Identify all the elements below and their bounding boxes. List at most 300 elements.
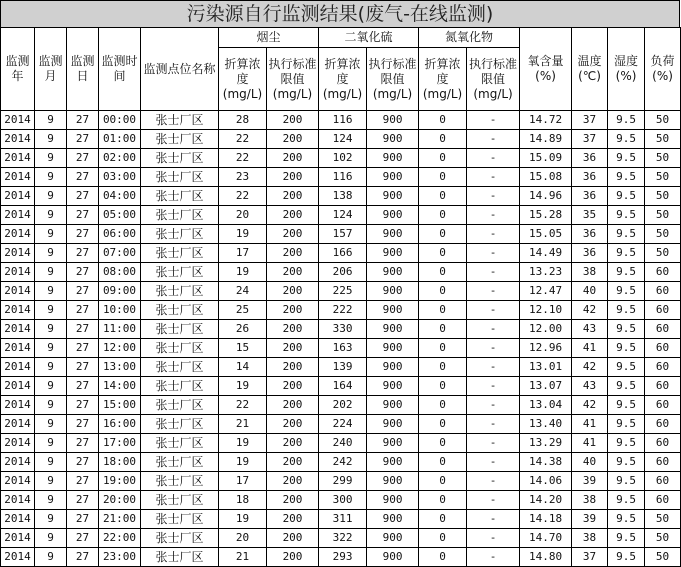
cell-temp[interactable]: 36: [572, 149, 608, 168]
cell-humidity[interactable]: 9.5: [608, 396, 645, 415]
cell-nox-limit[interactable]: -: [467, 529, 520, 548]
cell-year[interactable]: 2014: [1, 510, 35, 529]
cell-load[interactable]: 50: [645, 111, 681, 130]
cell-time[interactable]: 07:00: [99, 244, 141, 263]
header-oxygen[interactable]: 氧含量(%): [520, 28, 572, 111]
header-year[interactable]: 监测年: [1, 28, 35, 111]
cell-smoke-limit[interactable]: 200: [267, 187, 319, 206]
header-so2-conc[interactable]: 折算浓度(mg/L): [319, 48, 367, 111]
cell-nox-limit[interactable]: -: [467, 206, 520, 225]
cell-oxygen[interactable]: 12.10: [520, 301, 572, 320]
header-nox-conc[interactable]: 折算浓度(mg/L): [419, 48, 467, 111]
cell-year[interactable]: 2014: [1, 529, 35, 548]
header-month[interactable]: 监测月: [35, 28, 67, 111]
header-so2[interactable]: 二氧化硫: [319, 28, 419, 48]
cell-so2-limit[interactable]: 900: [367, 529, 419, 548]
cell-smoke-limit[interactable]: 200: [267, 263, 319, 282]
cell-time[interactable]: 08:00: [99, 263, 141, 282]
cell-temp[interactable]: 36: [572, 187, 608, 206]
cell-nox-conc[interactable]: 0: [419, 434, 467, 453]
cell-year[interactable]: 2014: [1, 130, 35, 149]
cell-smoke-conc[interactable]: 15: [219, 339, 267, 358]
cell-year[interactable]: 2014: [1, 149, 35, 168]
cell-month[interactable]: 9: [35, 130, 67, 149]
cell-point[interactable]: 张士厂区: [141, 377, 219, 396]
cell-year[interactable]: 2014: [1, 472, 35, 491]
cell-load[interactable]: 50: [645, 187, 681, 206]
cell-smoke-conc[interactable]: 28: [219, 111, 267, 130]
cell-time[interactable]: 21:00: [99, 510, 141, 529]
cell-nox-limit[interactable]: -: [467, 358, 520, 377]
cell-temp[interactable]: 43: [572, 320, 608, 339]
cell-so2-limit[interactable]: 900: [367, 453, 419, 472]
cell-nox-conc[interactable]: 0: [419, 225, 467, 244]
cell-load[interactable]: 60: [645, 358, 681, 377]
cell-load[interactable]: 60: [645, 491, 681, 510]
cell-nox-conc[interactable]: 0: [419, 149, 467, 168]
cell-nox-conc[interactable]: 0: [419, 358, 467, 377]
cell-month[interactable]: 9: [35, 263, 67, 282]
cell-temp[interactable]: 43: [572, 377, 608, 396]
cell-oxygen[interactable]: 14.20: [520, 491, 572, 510]
cell-month[interactable]: 9: [35, 434, 67, 453]
cell-oxygen[interactable]: 13.07: [520, 377, 572, 396]
cell-nox-limit[interactable]: -: [467, 434, 520, 453]
cell-month[interactable]: 9: [35, 225, 67, 244]
cell-smoke-conc[interactable]: 14: [219, 358, 267, 377]
cell-month[interactable]: 9: [35, 168, 67, 187]
cell-so2-conc[interactable]: 224: [319, 415, 367, 434]
cell-point[interactable]: 张士厂区: [141, 320, 219, 339]
cell-smoke-limit[interactable]: 200: [267, 244, 319, 263]
cell-time[interactable]: 09:00: [99, 282, 141, 301]
cell-day[interactable]: 27: [67, 339, 99, 358]
cell-smoke-limit[interactable]: 200: [267, 168, 319, 187]
cell-time[interactable]: 13:00: [99, 358, 141, 377]
cell-smoke-limit[interactable]: 200: [267, 206, 319, 225]
cell-year[interactable]: 2014: [1, 263, 35, 282]
cell-month[interactable]: 9: [35, 206, 67, 225]
cell-time[interactable]: 12:00: [99, 339, 141, 358]
cell-day[interactable]: 27: [67, 320, 99, 339]
cell-nox-conc[interactable]: 0: [419, 130, 467, 149]
cell-nox-conc[interactable]: 0: [419, 339, 467, 358]
cell-point[interactable]: 张士厂区: [141, 282, 219, 301]
cell-smoke-conc[interactable]: 18: [219, 491, 267, 510]
cell-day[interactable]: 27: [67, 453, 99, 472]
cell-temp[interactable]: 39: [572, 510, 608, 529]
cell-humidity[interactable]: 9.5: [608, 491, 645, 510]
cell-so2-conc[interactable]: 242: [319, 453, 367, 472]
cell-so2-limit[interactable]: 900: [367, 130, 419, 149]
cell-time[interactable]: 15:00: [99, 396, 141, 415]
cell-year[interactable]: 2014: [1, 282, 35, 301]
cell-humidity[interactable]: 9.5: [608, 453, 645, 472]
cell-month[interactable]: 9: [35, 453, 67, 472]
cell-load[interactable]: 60: [645, 377, 681, 396]
cell-nox-conc[interactable]: 0: [419, 187, 467, 206]
cell-load[interactable]: 50: [645, 130, 681, 149]
cell-point[interactable]: 张士厂区: [141, 244, 219, 263]
cell-smoke-limit[interactable]: 200: [267, 130, 319, 149]
cell-month[interactable]: 9: [35, 149, 67, 168]
cell-temp[interactable]: 36: [572, 225, 608, 244]
cell-nox-limit[interactable]: -: [467, 168, 520, 187]
cell-nox-limit[interactable]: -: [467, 510, 520, 529]
cell-month[interactable]: 9: [35, 187, 67, 206]
cell-load[interactable]: 60: [645, 282, 681, 301]
cell-humidity[interactable]: 9.5: [608, 415, 645, 434]
cell-month[interactable]: 9: [35, 244, 67, 263]
cell-point[interactable]: 张士厂区: [141, 510, 219, 529]
cell-nox-limit[interactable]: -: [467, 320, 520, 339]
cell-humidity[interactable]: 9.5: [608, 548, 645, 567]
cell-so2-limit[interactable]: 900: [367, 510, 419, 529]
cell-year[interactable]: 2014: [1, 453, 35, 472]
cell-so2-limit[interactable]: 900: [367, 396, 419, 415]
cell-year[interactable]: 2014: [1, 358, 35, 377]
cell-time[interactable]: 10:00: [99, 301, 141, 320]
cell-nox-limit[interactable]: -: [467, 225, 520, 244]
cell-time[interactable]: 14:00: [99, 377, 141, 396]
cell-day[interactable]: 27: [67, 301, 99, 320]
cell-oxygen[interactable]: 15.08: [520, 168, 572, 187]
cell-load[interactable]: 60: [645, 472, 681, 491]
cell-humidity[interactable]: 9.5: [608, 263, 645, 282]
cell-day[interactable]: 27: [67, 111, 99, 130]
cell-oxygen[interactable]: 14.89: [520, 130, 572, 149]
cell-time[interactable]: 22:00: [99, 529, 141, 548]
cell-smoke-conc[interactable]: 22: [219, 396, 267, 415]
cell-nox-conc[interactable]: 0: [419, 111, 467, 130]
cell-so2-limit[interactable]: 900: [367, 491, 419, 510]
cell-month[interactable]: 9: [35, 548, 67, 567]
cell-year[interactable]: 2014: [1, 548, 35, 567]
cell-nox-conc[interactable]: 0: [419, 396, 467, 415]
cell-temp[interactable]: 41: [572, 434, 608, 453]
cell-nox-conc[interactable]: 0: [419, 415, 467, 434]
cell-so2-limit[interactable]: 900: [367, 282, 419, 301]
cell-so2-limit[interactable]: 900: [367, 358, 419, 377]
header-point[interactable]: 监测点位名称: [141, 28, 219, 111]
cell-month[interactable]: 9: [35, 472, 67, 491]
cell-so2-conc[interactable]: 299: [319, 472, 367, 491]
cell-smoke-limit[interactable]: 200: [267, 225, 319, 244]
cell-nox-limit[interactable]: -: [467, 339, 520, 358]
cell-humidity[interactable]: 9.5: [608, 149, 645, 168]
cell-smoke-limit[interactable]: 200: [267, 377, 319, 396]
cell-nox-limit[interactable]: -: [467, 301, 520, 320]
cell-so2-limit[interactable]: 900: [367, 263, 419, 282]
cell-so2-limit[interactable]: 900: [367, 548, 419, 567]
header-smoke-limit[interactable]: 执行标准限值(mg/L): [267, 48, 319, 111]
cell-time[interactable]: 04:00: [99, 187, 141, 206]
cell-load[interactable]: 50: [645, 548, 681, 567]
cell-month[interactable]: 9: [35, 510, 67, 529]
cell-temp[interactable]: 39: [572, 472, 608, 491]
cell-nox-conc[interactable]: 0: [419, 510, 467, 529]
cell-day[interactable]: 27: [67, 510, 99, 529]
cell-humidity[interactable]: 9.5: [608, 130, 645, 149]
cell-humidity[interactable]: 9.5: [608, 339, 645, 358]
cell-month[interactable]: 9: [35, 301, 67, 320]
cell-smoke-conc[interactable]: 17: [219, 244, 267, 263]
cell-smoke-conc[interactable]: 19: [219, 377, 267, 396]
cell-load[interactable]: 50: [645, 244, 681, 263]
cell-smoke-limit[interactable]: 200: [267, 111, 319, 130]
cell-nox-limit[interactable]: -: [467, 415, 520, 434]
cell-year[interactable]: 2014: [1, 415, 35, 434]
cell-month[interactable]: 9: [35, 415, 67, 434]
cell-day[interactable]: 27: [67, 187, 99, 206]
cell-oxygen[interactable]: 15.09: [520, 149, 572, 168]
cell-nox-limit[interactable]: -: [467, 472, 520, 491]
cell-point[interactable]: 张士厂区: [141, 263, 219, 282]
cell-so2-conc[interactable]: 202: [319, 396, 367, 415]
cell-oxygen[interactable]: 13.01: [520, 358, 572, 377]
cell-oxygen[interactable]: 13.04: [520, 396, 572, 415]
cell-point[interactable]: 张士厂区: [141, 396, 219, 415]
cell-time[interactable]: 19:00: [99, 472, 141, 491]
cell-load[interactable]: 60: [645, 320, 681, 339]
header-smoke-conc[interactable]: 折算浓度(mg/L): [219, 48, 267, 111]
cell-nox-conc[interactable]: 0: [419, 168, 467, 187]
header-load[interactable]: 负荷(%): [645, 28, 681, 111]
cell-month[interactable]: 9: [35, 320, 67, 339]
cell-day[interactable]: 27: [67, 358, 99, 377]
cell-nox-limit[interactable]: -: [467, 548, 520, 567]
cell-load[interactable]: 60: [645, 263, 681, 282]
cell-point[interactable]: 张士厂区: [141, 472, 219, 491]
cell-oxygen[interactable]: 14.18: [520, 510, 572, 529]
cell-humidity[interactable]: 9.5: [608, 529, 645, 548]
cell-year[interactable]: 2014: [1, 244, 35, 263]
cell-smoke-limit[interactable]: 200: [267, 301, 319, 320]
cell-so2-conc[interactable]: 124: [319, 206, 367, 225]
cell-load[interactable]: 60: [645, 434, 681, 453]
cell-nox-conc[interactable]: 0: [419, 282, 467, 301]
cell-month[interactable]: 9: [35, 491, 67, 510]
cell-oxygen[interactable]: 14.38: [520, 453, 572, 472]
header-nox-limit[interactable]: 执行标准限值(mg/L): [467, 48, 520, 111]
cell-nox-limit[interactable]: -: [467, 149, 520, 168]
cell-so2-limit[interactable]: 900: [367, 339, 419, 358]
cell-day[interactable]: 27: [67, 491, 99, 510]
cell-point[interactable]: 张士厂区: [141, 187, 219, 206]
cell-nox-limit[interactable]: -: [467, 396, 520, 415]
cell-temp[interactable]: 37: [572, 111, 608, 130]
header-smoke[interactable]: 烟尘: [219, 28, 319, 48]
cell-nox-limit[interactable]: -: [467, 282, 520, 301]
cell-so2-conc[interactable]: 222: [319, 301, 367, 320]
cell-smoke-conc[interactable]: 19: [219, 434, 267, 453]
cell-smoke-conc[interactable]: 21: [219, 415, 267, 434]
cell-month[interactable]: 9: [35, 377, 67, 396]
cell-so2-limit[interactable]: 900: [367, 111, 419, 130]
cell-day[interactable]: 27: [67, 168, 99, 187]
cell-load[interactable]: 50: [645, 206, 681, 225]
cell-day[interactable]: 27: [67, 244, 99, 263]
cell-so2-limit[interactable]: 900: [367, 415, 419, 434]
cell-point[interactable]: 张士厂区: [141, 206, 219, 225]
cell-point[interactable]: 张士厂区: [141, 529, 219, 548]
cell-so2-limit[interactable]: 900: [367, 225, 419, 244]
cell-so2-conc[interactable]: 157: [319, 225, 367, 244]
cell-day[interactable]: 27: [67, 434, 99, 453]
cell-so2-conc[interactable]: 300: [319, 491, 367, 510]
cell-nox-limit[interactable]: -: [467, 244, 520, 263]
cell-day[interactable]: 27: [67, 415, 99, 434]
cell-point[interactable]: 张士厂区: [141, 415, 219, 434]
cell-time[interactable]: 03:00: [99, 168, 141, 187]
cell-temp[interactable]: 41: [572, 339, 608, 358]
cell-month[interactable]: 9: [35, 339, 67, 358]
cell-nox-limit[interactable]: -: [467, 263, 520, 282]
cell-temp[interactable]: 38: [572, 491, 608, 510]
cell-smoke-limit[interactable]: 200: [267, 396, 319, 415]
cell-time[interactable]: 02:00: [99, 149, 141, 168]
cell-time[interactable]: 16:00: [99, 415, 141, 434]
cell-so2-limit[interactable]: 900: [367, 301, 419, 320]
cell-so2-conc[interactable]: 116: [319, 111, 367, 130]
cell-smoke-conc[interactable]: 22: [219, 130, 267, 149]
cell-oxygen[interactable]: 14.80: [520, 548, 572, 567]
cell-smoke-conc[interactable]: 24: [219, 282, 267, 301]
cell-smoke-limit[interactable]: 200: [267, 282, 319, 301]
cell-so2-conc[interactable]: 240: [319, 434, 367, 453]
cell-year[interactable]: 2014: [1, 168, 35, 187]
cell-humidity[interactable]: 9.5: [608, 301, 645, 320]
cell-smoke-limit[interactable]: 200: [267, 149, 319, 168]
cell-nox-conc[interactable]: 0: [419, 491, 467, 510]
cell-smoke-conc[interactable]: 20: [219, 206, 267, 225]
cell-smoke-conc[interactable]: 23: [219, 168, 267, 187]
cell-month[interactable]: 9: [35, 358, 67, 377]
cell-so2-limit[interactable]: 900: [367, 168, 419, 187]
cell-smoke-limit[interactable]: 200: [267, 415, 319, 434]
cell-temp[interactable]: 38: [572, 263, 608, 282]
cell-nox-limit[interactable]: -: [467, 453, 520, 472]
cell-so2-conc[interactable]: 138: [319, 187, 367, 206]
cell-temp[interactable]: 42: [572, 301, 608, 320]
cell-temp[interactable]: 36: [572, 168, 608, 187]
cell-oxygen[interactable]: 14.96: [520, 187, 572, 206]
cell-nox-limit[interactable]: -: [467, 377, 520, 396]
cell-so2-conc[interactable]: 164: [319, 377, 367, 396]
cell-smoke-conc[interactable]: 26: [219, 320, 267, 339]
cell-smoke-conc[interactable]: 19: [219, 263, 267, 282]
cell-humidity[interactable]: 9.5: [608, 225, 645, 244]
cell-load[interactable]: 50: [645, 529, 681, 548]
cell-smoke-conc[interactable]: 21: [219, 548, 267, 567]
cell-so2-conc[interactable]: 330: [319, 320, 367, 339]
cell-temp[interactable]: 37: [572, 130, 608, 149]
cell-smoke-conc[interactable]: 25: [219, 301, 267, 320]
cell-temp[interactable]: 37: [572, 548, 608, 567]
cell-time[interactable]: 17:00: [99, 434, 141, 453]
cell-oxygen[interactable]: 12.00: [520, 320, 572, 339]
cell-year[interactable]: 2014: [1, 396, 35, 415]
cell-temp[interactable]: 38: [572, 529, 608, 548]
cell-so2-conc[interactable]: 139: [319, 358, 367, 377]
header-day[interactable]: 监测日: [67, 28, 99, 111]
cell-nox-limit[interactable]: -: [467, 491, 520, 510]
cell-humidity[interactable]: 9.5: [608, 187, 645, 206]
cell-nox-conc[interactable]: 0: [419, 301, 467, 320]
cell-load[interactable]: 50: [645, 168, 681, 187]
cell-day[interactable]: 27: [67, 396, 99, 415]
cell-time[interactable]: 06:00: [99, 225, 141, 244]
cell-day[interactable]: 27: [67, 282, 99, 301]
cell-nox-conc[interactable]: 0: [419, 377, 467, 396]
cell-humidity[interactable]: 9.5: [608, 244, 645, 263]
cell-load[interactable]: 50: [645, 510, 681, 529]
cell-day[interactable]: 27: [67, 548, 99, 567]
cell-oxygen[interactable]: 12.96: [520, 339, 572, 358]
cell-smoke-limit[interactable]: 200: [267, 548, 319, 567]
cell-point[interactable]: 张士厂区: [141, 301, 219, 320]
cell-point[interactable]: 张士厂区: [141, 111, 219, 130]
cell-humidity[interactable]: 9.5: [608, 111, 645, 130]
cell-temp[interactable]: 41: [572, 415, 608, 434]
cell-oxygen[interactable]: 15.28: [520, 206, 572, 225]
cell-year[interactable]: 2014: [1, 301, 35, 320]
cell-nox-conc[interactable]: 0: [419, 453, 467, 472]
cell-nox-conc[interactable]: 0: [419, 548, 467, 567]
cell-smoke-conc[interactable]: 22: [219, 149, 267, 168]
cell-smoke-conc[interactable]: 19: [219, 510, 267, 529]
cell-humidity[interactable]: 9.5: [608, 168, 645, 187]
cell-oxygen[interactable]: 14.72: [520, 111, 572, 130]
cell-smoke-limit[interactable]: 200: [267, 339, 319, 358]
cell-temp[interactable]: 40: [572, 453, 608, 472]
cell-year[interactable]: 2014: [1, 187, 35, 206]
cell-smoke-limit[interactable]: 200: [267, 320, 319, 339]
cell-day[interactable]: 27: [67, 149, 99, 168]
cell-so2-limit[interactable]: 900: [367, 187, 419, 206]
cell-smoke-limit[interactable]: 200: [267, 510, 319, 529]
cell-year[interactable]: 2014: [1, 491, 35, 510]
cell-point[interactable]: 张士厂区: [141, 168, 219, 187]
cell-humidity[interactable]: 9.5: [608, 206, 645, 225]
cell-so2-conc[interactable]: 206: [319, 263, 367, 282]
cell-smoke-limit[interactable]: 200: [267, 358, 319, 377]
cell-so2-limit[interactable]: 900: [367, 377, 419, 396]
cell-year[interactable]: 2014: [1, 434, 35, 453]
cell-nox-conc[interactable]: 0: [419, 244, 467, 263]
cell-load[interactable]: 60: [645, 301, 681, 320]
cell-humidity[interactable]: 9.5: [608, 358, 645, 377]
cell-point[interactable]: 张士厂区: [141, 130, 219, 149]
cell-so2-limit[interactable]: 900: [367, 320, 419, 339]
cell-nox-limit[interactable]: -: [467, 111, 520, 130]
cell-smoke-conc[interactable]: 19: [219, 453, 267, 472]
cell-point[interactable]: 张士厂区: [141, 434, 219, 453]
cell-so2-conc[interactable]: 311: [319, 510, 367, 529]
cell-humidity[interactable]: 9.5: [608, 282, 645, 301]
cell-temp[interactable]: 36: [572, 244, 608, 263]
cell-humidity[interactable]: 9.5: [608, 472, 645, 491]
cell-time[interactable]: 18:00: [99, 453, 141, 472]
cell-time[interactable]: 00:00: [99, 111, 141, 130]
cell-temp[interactable]: 40: [572, 282, 608, 301]
cell-time[interactable]: 23:00: [99, 548, 141, 567]
cell-point[interactable]: 张士厂区: [141, 339, 219, 358]
cell-time[interactable]: 11:00: [99, 320, 141, 339]
cell-point[interactable]: 张士厂区: [141, 149, 219, 168]
cell-humidity[interactable]: 9.5: [608, 510, 645, 529]
cell-temp[interactable]: 42: [572, 358, 608, 377]
